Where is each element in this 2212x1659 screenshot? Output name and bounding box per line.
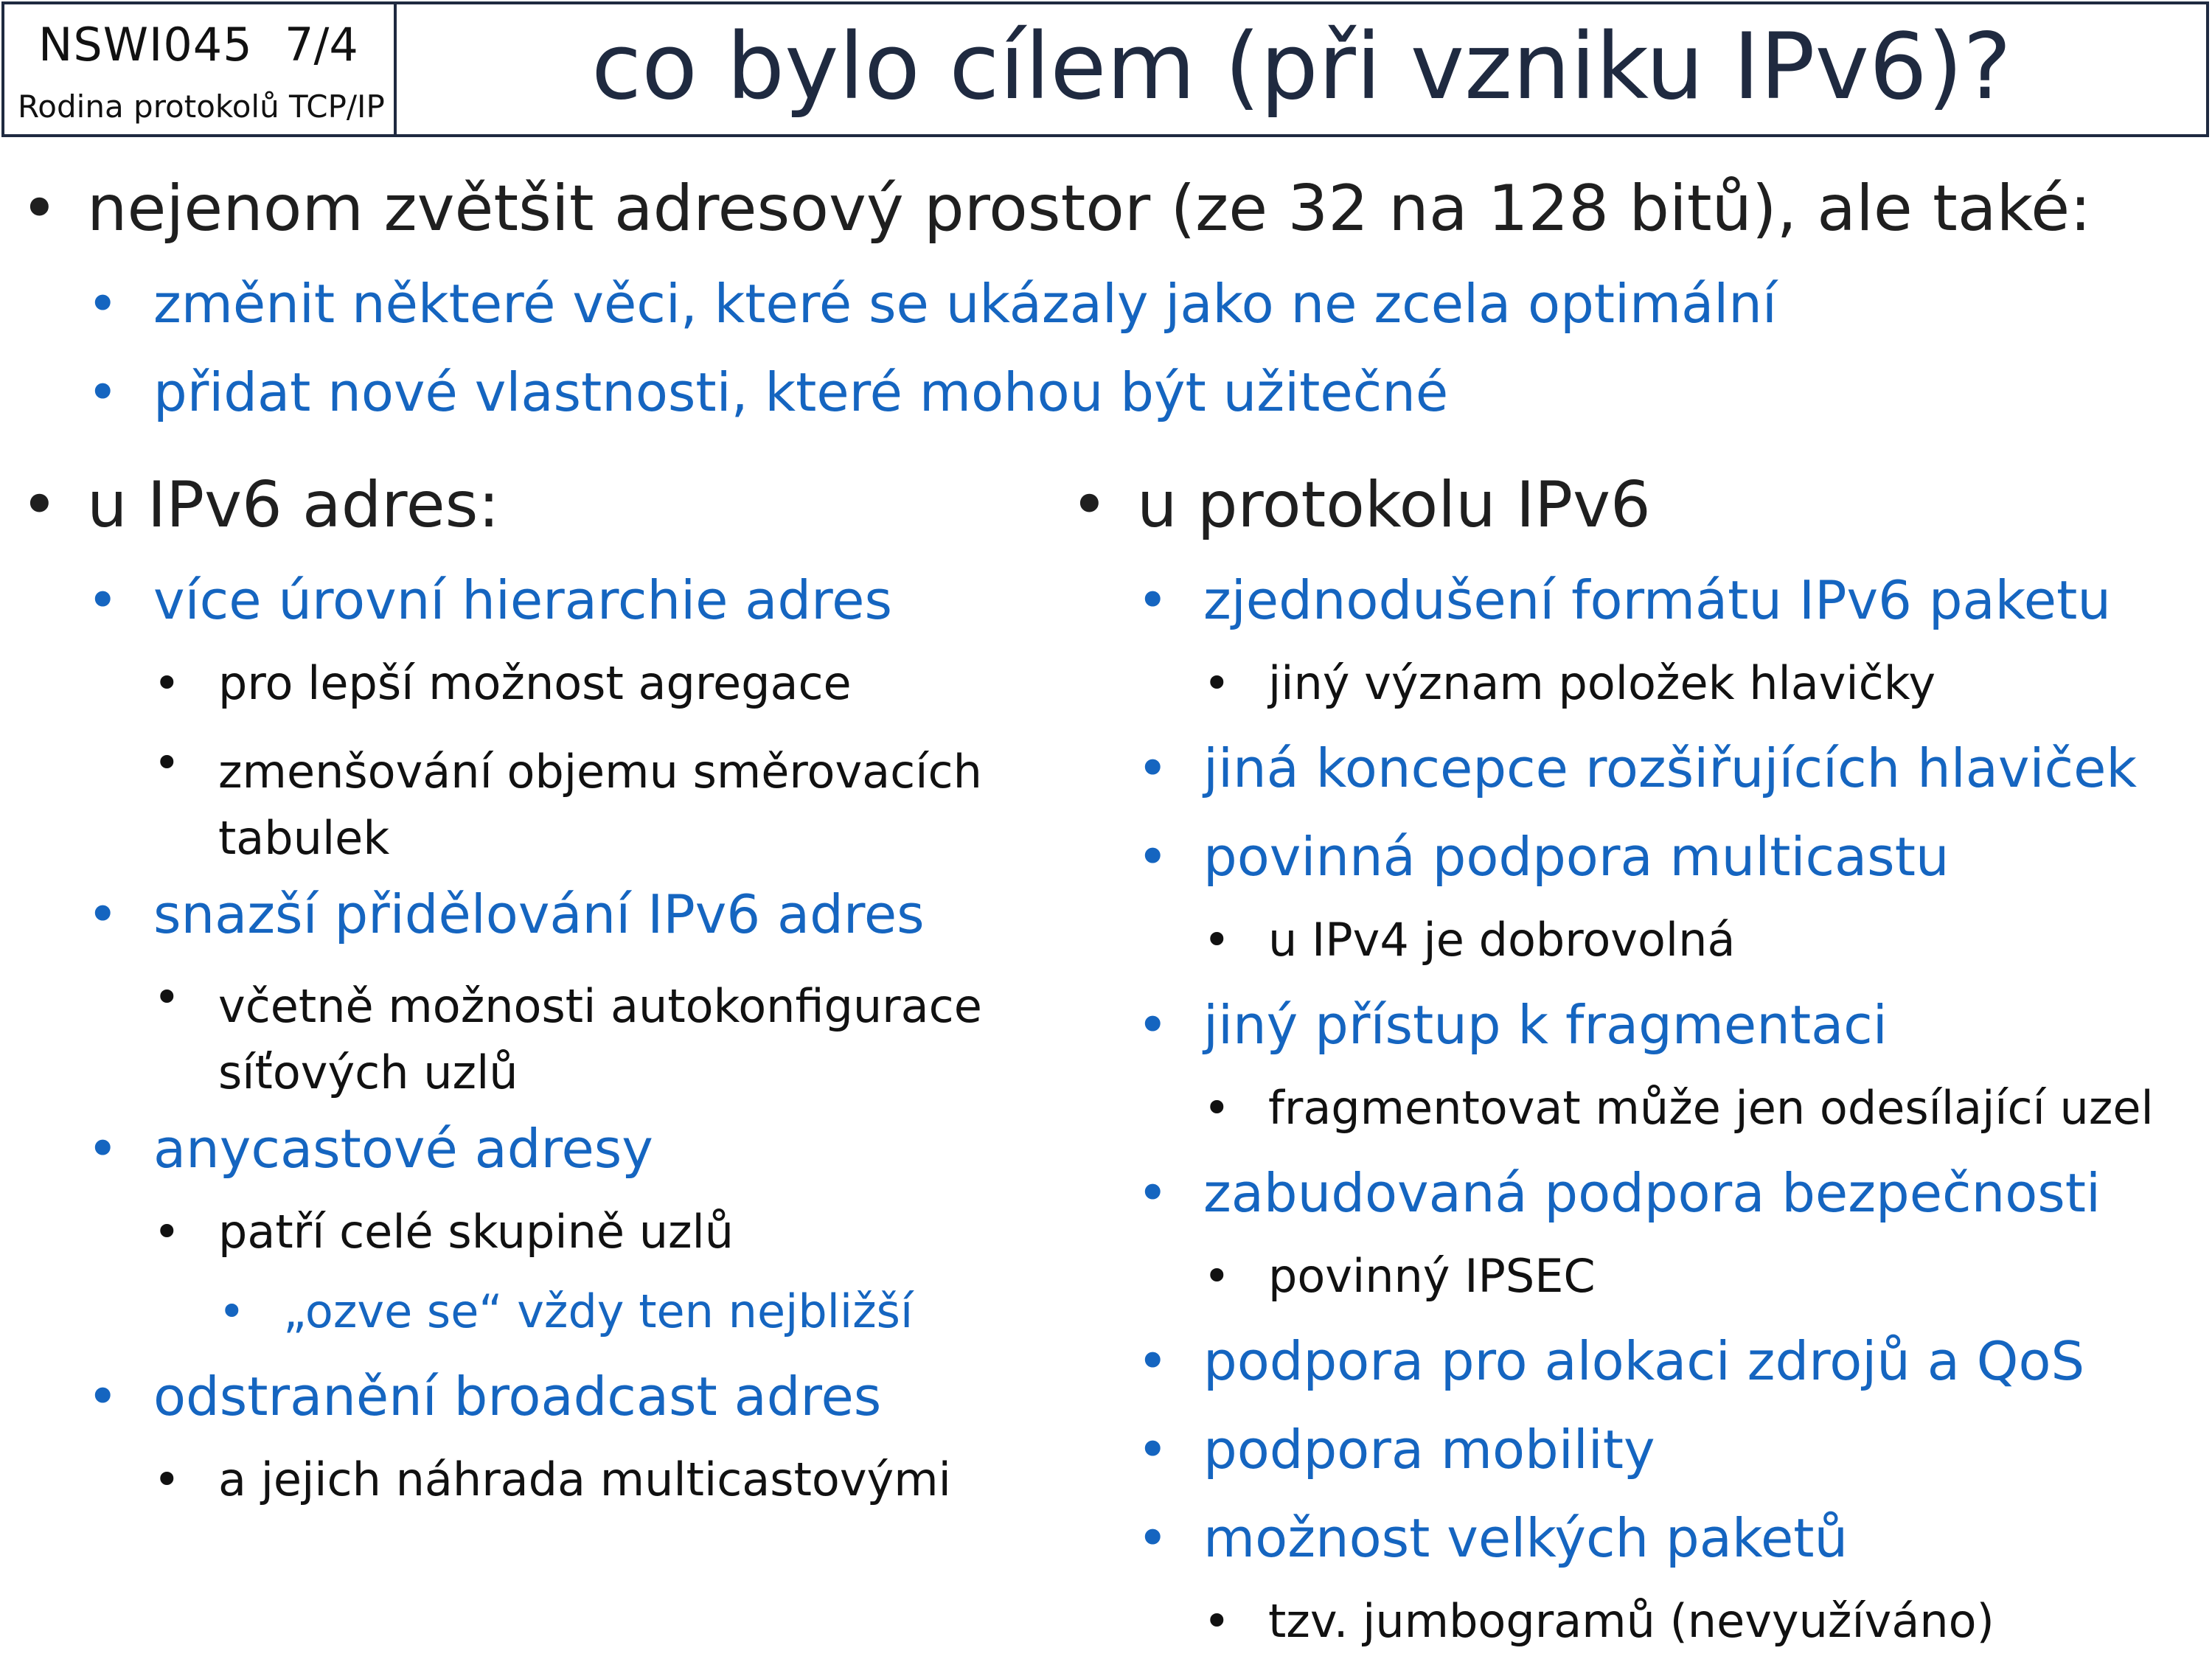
list-sub-item: včetně možnosti autokonfigurace síťových uzlů: [218, 979, 982, 1099]
list-sub-item: tzv. jumbogramů (nevyužíváno): [1268, 1594, 1994, 1648]
list-sub-sub-item: „ozve se“ vždy ten nejbližší: [283, 1284, 914, 1338]
list-sub-item: u IPv4 je dobrovolná: [1268, 913, 1736, 967]
bullet-icon: •: [87, 361, 119, 423]
bullet-icon: •: [87, 883, 119, 945]
page-number: 7/4: [285, 18, 358, 72]
course-name: Rodina protokolů TCP/IP: [18, 88, 385, 125]
bullet-icon: •: [87, 273, 119, 335]
list-sub-item: zmenšování objemu směrovacích tabulek: [218, 745, 982, 865]
bullet-icon: •: [1203, 913, 1231, 967]
slide-header: [1, 1, 2209, 137]
bullet-icon: •: [153, 736, 181, 790]
bullet-icon: •: [87, 569, 119, 631]
bullet-icon: •: [87, 1118, 119, 1180]
intro-sub-item: změnit některé věci, které se ukázaly jako ne zcela optimální: [153, 273, 1777, 335]
bullet-icon: •: [1203, 1081, 1231, 1135]
bullet-icon: •: [1203, 1249, 1231, 1303]
list-item: odstranění broadcast adres: [153, 1366, 882, 1427]
list-item: podpora pro alokaci zdrojů a QoS: [1203, 1330, 2085, 1392]
list-item: zabudovaná podpora bezpečnosti: [1203, 1162, 2101, 1224]
list-sub-item: povinný IPSEC: [1268, 1249, 1596, 1303]
list-sub-item: fragmentovat může jen odesílající uzel: [1268, 1081, 2154, 1135]
course-info-box: [4, 4, 397, 134]
list-item: podpora mobility: [1203, 1419, 1655, 1481]
bullet-icon: •: [153, 1205, 181, 1259]
list-item: snazší přidělování IPv6 adres: [153, 883, 925, 945]
title-area: [397, 4, 2206, 134]
bullet-icon: •: [1137, 737, 1169, 799]
course-code: NSWI045: [38, 18, 253, 72]
bullet-icon: •: [1203, 1594, 1231, 1648]
bullet-icon: •: [153, 656, 181, 710]
bullet-icon: •: [1137, 569, 1169, 631]
bullet-icon: •: [153, 970, 181, 1024]
right-heading: u protokolu IPv6: [1137, 468, 1651, 542]
bullet-icon: •: [21, 172, 58, 246]
list-sub-item: jiný význam položek hlavičky: [1268, 656, 1936, 710]
bullet-icon: •: [1203, 656, 1231, 710]
bullet-icon: •: [1137, 1419, 1169, 1481]
left-heading: u IPv6 adres:: [87, 468, 500, 542]
bullet-icon: •: [1071, 468, 1108, 542]
list-item: možnost velkých paketů: [1203, 1507, 1848, 1569]
bullet-icon: •: [1137, 826, 1169, 888]
bullet-icon: •: [1137, 1162, 1169, 1224]
list-sub-item: patří celé skupině uzlů: [218, 1205, 734, 1259]
list-item: jiná koncepce rozšiřujících hlaviček: [1203, 737, 2138, 799]
list-sub-item: pro lepší možnost agregace: [218, 656, 852, 710]
bullet-icon: •: [1137, 1507, 1169, 1569]
list-sub-item: a jejich náhrada multicastovými: [218, 1453, 951, 1506]
bullet-icon: •: [218, 1284, 246, 1338]
list-item: anycastové adresy: [153, 1118, 653, 1180]
list-item: zjednodušení formátu IPv6 paketu: [1203, 569, 2111, 631]
bullet-icon: •: [153, 1453, 181, 1506]
list-item: více úrovní hierarchie adres: [153, 569, 892, 631]
intro-sub-item: přidat nové vlastnosti, které mohou být užitečné: [153, 361, 1449, 423]
list-item: povinná podpora multicastu: [1203, 826, 1950, 888]
intro-bullet: nejenom zvětšit adresový prostor (ze 32 na 128 bitů), ale také:: [87, 172, 2092, 246]
list-item: jiný přístup k fragmentaci: [1203, 994, 1888, 1056]
slide-title: co bylo cílem (při vzniku IPv6)?: [591, 14, 2012, 120]
bullet-icon: •: [1137, 994, 1169, 1056]
bullet-icon: •: [1137, 1330, 1169, 1392]
bullet-icon: •: [21, 468, 58, 542]
bullet-icon: •: [87, 1366, 119, 1427]
